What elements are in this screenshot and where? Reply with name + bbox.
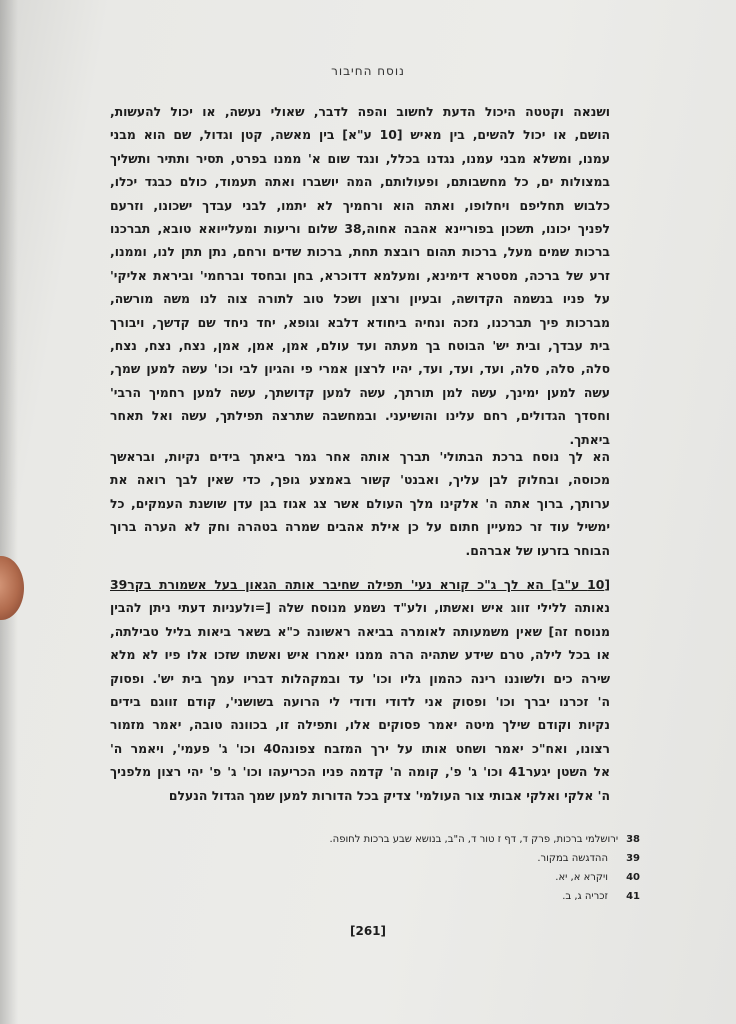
text-line: ערותך, ברוך אתה ה' אלקינו מלך העולם אשר צג אגוז בגן עדן שושנת העמקים, כל	[110, 495, 610, 511]
reference-heading-line	[110, 573, 610, 596]
footnote	[420, 868, 640, 887]
thumb-holding-page	[0, 556, 24, 620]
footnote	[420, 849, 640, 868]
text-line: ה' אלקי ואלקי אבותי צור העולמי' צדיק בכל הדורות למען שמך הגדול הנעלם	[168, 787, 610, 803]
reference-heading: [10 ע"ב] הא לך ג"כ קורא נעי' תפילה שחיבר אותה הגאון בעל אשמורת בקר39	[110, 577, 610, 592]
footnotes	[329, 830, 640, 906]
paragraph-blessing-text	[110, 445, 610, 562]
text-line: עשה למען ימינך, עשה למן תורתך, עשה למען קדושתך, עשה למען רחמיך הרבי'	[110, 384, 610, 400]
text-line: מכוסה, ובחלוק לבן עליך, ואבנט' קשור באמצע גופך, כדי שאין לבך רואה את	[110, 472, 610, 488]
text-line: עמנו, ומשלא מבני עמנו, נגדנו בכלל, ונגד שום א' ממנו בפרט, תסיר ותתיר ותשליך	[110, 150, 610, 166]
text-line: אל השטן יגער41 וכו' ג' פ', קומה ה' קדמה פניו הכריעהו וכו' ג' פ' יהי רצון מלפניך	[110, 764, 610, 780]
paragraph-prayer-text	[110, 100, 610, 451]
running-header: נוסח החיבור	[331, 64, 405, 78]
paragraph-reference-text	[110, 573, 610, 807]
footnote	[420, 887, 640, 906]
text-line: נאותה ללילי זווג איש ואשתו, ולע"ד נשמע מנוסח שלה [=ולעניות דעתי ניתן להבין	[110, 600, 610, 616]
text-line: זרע של ברכה, מסטרא דימינא, ומעלמא דדוכרא, בחן ובחסד וברחמי' וביראת אליקי'	[110, 267, 610, 283]
text-line: סלה, סלה, סלה, ועד, ועד, ועד, יהיו לרצון אמרי פי והגיון לבי וכו' עשה למען שמך,	[110, 361, 610, 377]
footnote-number: 40	[626, 872, 640, 883]
text-line: לפניך יכונו, תשכון בפוריינא אהבה אחוה,38 שלום וריעות ומעלייואא טובא, תברכנו	[110, 221, 610, 237]
text-line: הא לך נוסח ברכת הבתולי' תברך אותה אחר גמר ביאתך בידים נקיות, ובראשך	[110, 449, 610, 464]
text-line: בית עבדך, ובית יש' הבוטח בך מעתה ועד עולם, אמן, אמן, אמן, נצח, נצח, נצח,	[110, 338, 610, 354]
text-line: שירה כים ולשוננו רינה כהמון גליו וכו' עד ובמקהלות דבריו עמך בית יש'. ופסוק	[110, 670, 610, 686]
footnote-text: זכריה ג, ב.	[562, 891, 608, 902]
page-number: [261]	[349, 924, 387, 938]
text-line: רצונו, ואח"כ יאמר ושחט אותו על ירך המזבח צפונה40 וכו' ג' פעמי', ויאמר ה'	[110, 740, 610, 756]
text-line: ה' זכרנו יברך וכו' ופסוק אני לדודי ודודי לי הרועה בשושני', קודם זווגם בידים	[110, 694, 610, 710]
page-binding-shadow	[0, 0, 18, 1024]
text-line: על פניו בנשמה הקדושה, ובעיון ורצון ושכל טוב לתורה צוה לנו משה מורשה,	[110, 291, 610, 307]
text-line: מברכות פיך תברכנו, נזכה ונחיה ביחודא דלבא וגופא, יחד ניחד שם קדשך, ויבורך	[110, 314, 610, 330]
footnote-number: 39	[626, 853, 640, 864]
footnote-text: ההדגשה במקור.	[537, 853, 608, 864]
text-line: כלבוש תחליפם ויחלופו, ואתה הוא ורחמיך לא יתמו, לבני עבדך ישכונו, וזרעם	[110, 197, 610, 213]
text-line: ביאתך.	[569, 431, 610, 447]
text-line: הבוחר בזרעו של אברהם.	[465, 542, 610, 558]
footnote-text: ויקרא א, יא.	[555, 872, 608, 883]
footnote	[329, 830, 640, 849]
text-line: נקיות וקודם שילך מיטה יאמר פסוקים אלו, ותפילה זו, בכוונה טובה, יאמר מזמור	[110, 717, 610, 733]
text-line: הושם, או יכול להשים, בין מאיש [10 ע"א] בין מאשה, קטן וגדול, שם הוא מבני	[110, 127, 610, 143]
text-line: ברכות שמים מעל, ברכות תהום רובצת תחת, ברכות שדים ורחם, נתן תתן לנו, וממנו,	[110, 244, 610, 260]
text-line: או בכל לילה, טרם שידע שתהיה הרה ממנו יאמרו איש ואשתו שזכו אלו פיו לא מלא	[110, 647, 610, 663]
text-line: ושנאה וקטטה היכול הדעת לחשוב והפה לדבר, שאולי נעשה, או יכול להעשות,	[110, 104, 610, 119]
text-line: מנוסח זה] שאין משמעותה לאומרה בביאה ראשונה כ"א בשאר ביאות בליל טבילתה,	[110, 623, 610, 639]
footnote-text: ירושלמי ברכות, פרק ד, דף ז טור ד, ה"ב, בנושא שבע ברכות לחופה.	[329, 834, 619, 845]
text-line: ימשיל עוד זר כמעיין חתום על כן אילת אהבים שמרה בטהרה וחק לא הערה ברוך	[110, 519, 610, 535]
text-line: וחסדך הגדולים, רחם עלינו והושיעני. ובמחשבה שתרצה תפילתך, עשה ואל תאחר	[110, 408, 610, 424]
footnote-number: 41	[626, 891, 640, 902]
footnote-number: 38	[626, 834, 640, 845]
text-line: במצולות ים, כל מחשבותם, ופעולותם, המה יושברו ואתה תעמוד, כולם כבגד יכלו,	[110, 174, 610, 190]
